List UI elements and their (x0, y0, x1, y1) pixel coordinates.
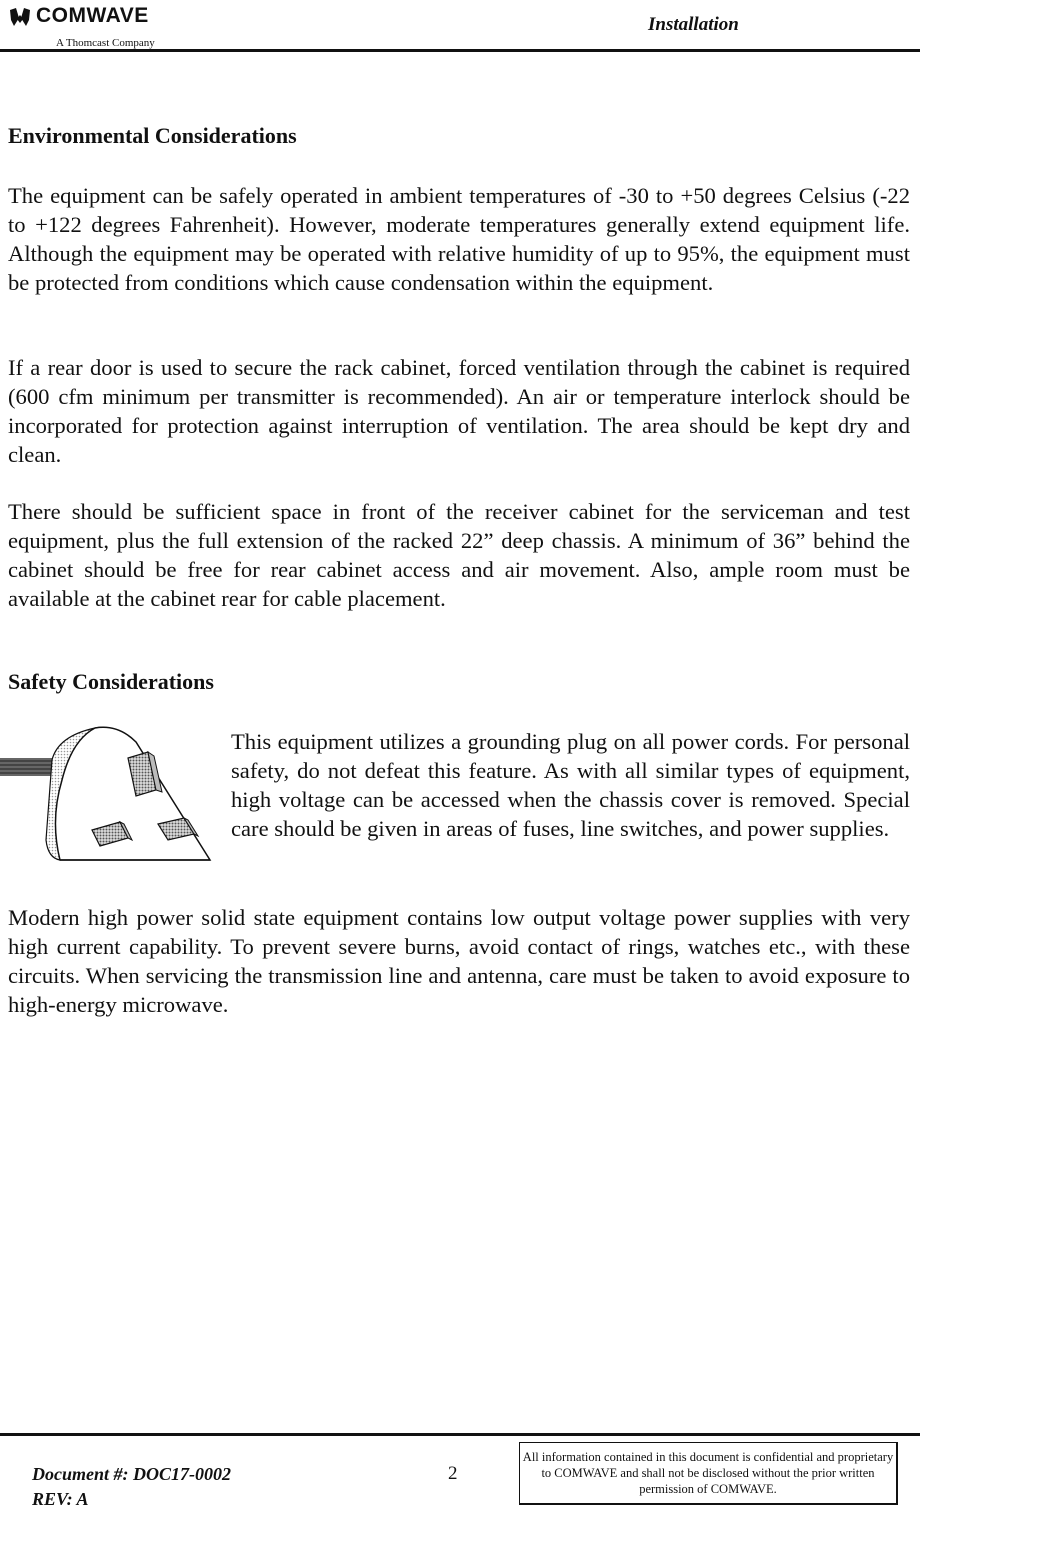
safety-paragraph-grounding: This equipment utilizes a grounding plug on all power cords. For personal safety, do not defeat this feature. As with all similar types of equipment, high voltage can be accessed when the chassis cover is removed. Special care should be given in areas of fuses, line switches, and power supplies. (231, 729, 910, 841)
environmental-heading: Environmental Considerations (8, 123, 297, 148)
page-header (0, 0, 920, 54)
page-number: 2 (448, 1463, 458, 1484)
safety-heading: Safety Considerations (8, 669, 214, 694)
document-revision: REV: A (32, 1489, 89, 1509)
comwave-logo-icon (8, 6, 32, 28)
company-tagline: A Thomcast Company (56, 37, 155, 49)
section-title: Installation (648, 14, 739, 35)
environmental-paragraph-clearance: There should be sufficient space in front of the receiver cabinet for the serviceman and test equipment, plus the full extension of the racked 22” deep chassis. A minimum of 36” behind the cabinet should be free for rear cabinet access and air movement. Also, ample room must be available at the cabinet rear for cable placement. (8, 499, 910, 611)
confidentiality-notice-text: All information contained in this document is confidential and proprietary to COMWAVE and shall not be disclosed without the prior written permission of COMWAVE. (522, 1450, 894, 1496)
safety-intro-block (231, 727, 910, 843)
grounding-plug-icon (0, 720, 215, 870)
document-number: Document #: DOC17-0002 (32, 1464, 231, 1484)
confidentiality-notice (519, 1442, 898, 1505)
document-info (32, 1462, 231, 1512)
environmental-paragraph-temperature: The equipment can be safely operated in ambient temperatures of -30 to +50 degrees Celsius (-22 to +122 degrees Fahrenheit). However, moderate temperatures generally extend equipment life. Although the equipment may be operated with relative humidity of up to 95%, the equipment must be protected from conditions which cause condensation within the equipment. (8, 183, 910, 295)
header-divider (0, 49, 920, 52)
company-name: COMWAVE (36, 4, 149, 27)
footer-divider (0, 1433, 920, 1436)
safety-paragraph-high-power: Modern high power solid state equipment contains low output voltage power supplies with very high current capability. To prevent severe burns, avoid contact of rings, watches etc., with these circuits. When servicing the transmission line and antenna, care must be taken to avoid exposure to high-energy microwave. (8, 905, 910, 1017)
environmental-paragraph-ventilation: If a rear door is used to secure the rack cabinet, forced ventilation through the cabinet is required (600 cfm minimum per transmitter is recommended). An air or temperature interlock should be incorporated for protection against interruption of ventilation. The area should be kept dry and clean. (8, 355, 910, 467)
